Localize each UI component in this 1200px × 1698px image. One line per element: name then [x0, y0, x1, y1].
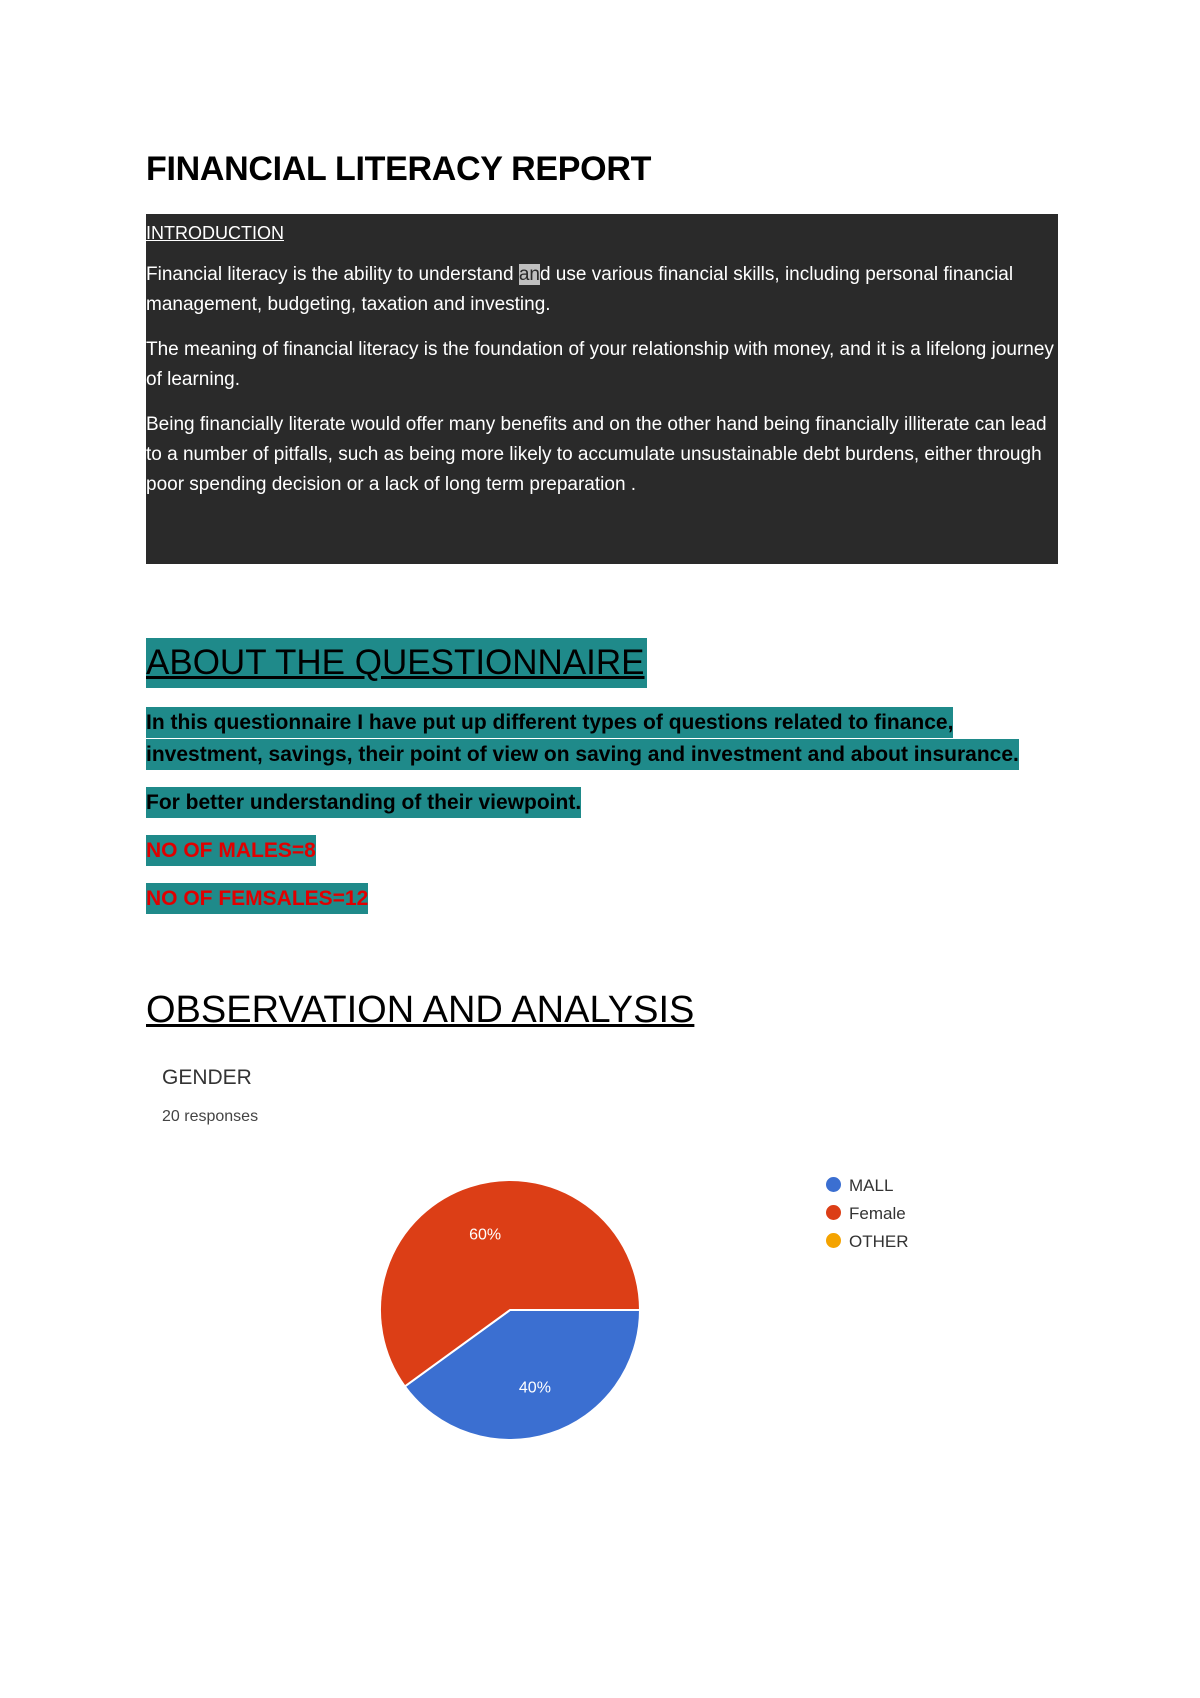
- legend-swatch-mall: [826, 1177, 841, 1192]
- introduction-paragraph-1: Financial literacy is the ability to understand and use various financial skills, including personal financial management, budgeting, taxation and investing.: [146, 264, 1014, 315]
- legend-item-female: [826, 1204, 906, 1224]
- male-count: NO OF MALES=8: [146, 835, 316, 866]
- legend-swatch-female: [826, 1205, 841, 1220]
- page-title: FINANCIAL LITERACY REPORT: [146, 150, 652, 188]
- chart-title: GENDER: [162, 1066, 252, 1089]
- observation-heading: OBSERVATION AND ANALYSIS: [146, 989, 695, 1031]
- legend-item-mall: [826, 1176, 893, 1196]
- questionnaire-heading: ABOUT THE QUESTIONNAIRE: [146, 638, 647, 688]
- introduction-heading: INTRODUCTION: [146, 223, 284, 243]
- legend-label-other: OTHER: [849, 1232, 909, 1251]
- pie-label-female: 60%: [469, 1226, 502, 1244]
- legend-item-other: [826, 1232, 909, 1252]
- legend-label-female: Female: [849, 1204, 906, 1223]
- introduction-paragraph-3: Being financially literate would offer many benefits and on the other hand being financially illiterate can lead to a number of pitfalls, such as being more likely to accumulate unsustainable debt burdens, either through poor spending decision or a lack of long term preparation .: [146, 414, 1047, 495]
- female-count: NO OF FEMSALES=12: [146, 883, 368, 914]
- questionnaire-text-line-1: In this questionnaire I have put up different types of questions related to finance,: [146, 707, 953, 738]
- legend-swatch-other: [826, 1233, 841, 1248]
- legend-label-mall: MALL: [849, 1176, 894, 1195]
- questionnaire-text-line-2: investment, savings, their point of view on saving and investment and about insurance.: [146, 739, 1019, 770]
- questionnaire-text-line-3: For better understanding of their viewpoint.: [146, 787, 581, 818]
- chart-subtitle: 20 responses: [162, 1108, 259, 1125]
- introduction-paragraph-2: The meaning of financial literacy is the foundation of your relationship with money, and it is a lifelong journey of learning.: [146, 339, 1054, 390]
- gender-pie-chart: [370, 1170, 650, 1450]
- selected-text: an: [518, 264, 540, 285]
- introduction-box: [146, 214, 1058, 564]
- pie-label-mall: 40%: [518, 1379, 551, 1397]
